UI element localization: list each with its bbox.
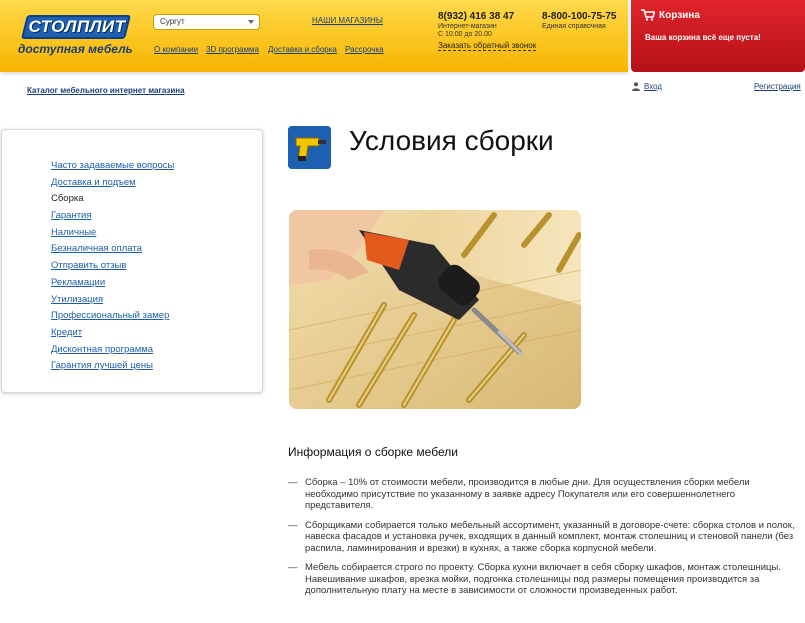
sidebar-item-label[interactable]: Доставка и подъем xyxy=(51,176,136,188)
assembly-photo xyxy=(289,210,581,409)
shop-phone-hours: С 10.00 до 20.00 xyxy=(438,31,492,38)
cart-title: Корзина xyxy=(659,10,700,21)
logo-subtitle: доступная мебель xyxy=(18,42,133,56)
sidebar-item-cashless[interactable] xyxy=(51,241,174,258)
sidebar-item-faq[interactable] xyxy=(51,158,174,175)
sidebar-item-label[interactable]: Гарантия xyxy=(51,210,92,222)
sidebar-item-delivery[interactable] xyxy=(51,175,174,192)
shop-phone: 8(932) 416 38 47 xyxy=(438,11,515,22)
chevron-down-icon xyxy=(248,20,254,24)
city-select[interactable] xyxy=(153,14,260,30)
sidebar-item-best-price[interactable] xyxy=(51,358,174,375)
shop-phone-label: Интернет-магазин xyxy=(438,23,497,30)
sidebar-item-label[interactable]: Отправить отзыв xyxy=(51,260,127,272)
nav-delivery-assembly-link[interactable]: Доставка и сборка xyxy=(268,45,337,54)
city-select-value: Сургут xyxy=(160,17,185,26)
nav-about-link[interactable]: О компании xyxy=(154,45,199,54)
site-header xyxy=(0,0,628,72)
sidebar-item-label[interactable]: Безналичная оплата xyxy=(51,243,142,255)
sidebar-menu xyxy=(1,129,263,393)
sidebar-item-label[interactable]: Профессиональный замер xyxy=(51,310,170,322)
helpline-phone: 8-800-100-75-75 xyxy=(542,11,617,22)
sidebar-item-feedback[interactable] xyxy=(51,258,174,275)
our-shops-link[interactable]: НАШИ МАГАЗИНЫ xyxy=(312,16,383,25)
info-paragraph: — Мебель собирается строго по проекту. Сборка кухни включает в себя сборку шкафов, монтаж столешницы. Навешивание шкафов, врезка мойки, подгонка столешницы под размеры помещения производится за дополнительную плату на месте в зависимости от сложности произведенных работ. xyxy=(288,562,798,597)
sidebar-item-label[interactable]: Часто задаваемые вопросы xyxy=(51,160,175,171)
info-heading: Информация о сборке мебели xyxy=(288,445,458,459)
login-link[interactable]: Вход xyxy=(644,82,663,91)
login-area xyxy=(632,82,662,91)
nav-installment-link[interactable]: Рассрочка xyxy=(345,45,384,54)
sidebar-list xyxy=(51,158,174,375)
sidebar-item-label[interactable]: Утилизация xyxy=(51,293,104,305)
info-paragraph: — Сборка – 10% от стоимости мебели, производится в любые дни. Для осуществления сборки мебели необходимо присутствие по указанному в заявке адресу Покупателя или его совершеннолетнего представителя. xyxy=(288,477,798,512)
sidebar-item-measurement[interactable] xyxy=(51,308,174,325)
sidebar-item-warranty[interactable] xyxy=(51,208,174,225)
sidebar-item-label[interactable]: Гарантия лучшей цены xyxy=(51,360,153,372)
sidebar-item-label[interactable]: Дисконтная программа xyxy=(51,343,154,355)
info-list xyxy=(288,477,798,605)
sidebar-item-label[interactable]: Рекламации xyxy=(51,276,106,288)
cart-panel[interactable] xyxy=(631,0,805,72)
sidebar-item-label: Сборка xyxy=(51,193,84,205)
sidebar-item-credit[interactable] xyxy=(51,325,174,342)
person-icon xyxy=(632,82,640,91)
site-logo[interactable] xyxy=(18,15,133,59)
cart-empty-message: Ваша корзина всё еще пуста! xyxy=(645,33,761,42)
nav-3d-program-link[interactable]: 3D программа xyxy=(206,45,259,54)
sidebar-item-cash[interactable] xyxy=(51,225,174,242)
info-paragraph: — Сборщиками собирается только мебельный ассортимент, указанный в договоре-счете: сборка столов и полок, навеска фасадов и установка ручек, входящих в данный комплект, монтаж столешниц и стеновой панели (без распила, ламинирования и врезки) в кухнях, а также сборка корпусной мебели. xyxy=(288,520,798,555)
callback-link[interactable]: Заказать обратный звонок xyxy=(438,41,537,50)
sidebar-item-disposal[interactable] xyxy=(51,292,174,309)
sidebar-item-complaints[interactable] xyxy=(51,275,174,292)
sidebar-item-discount[interactable] xyxy=(51,342,174,359)
logo-main-text: СТОЛПЛИТ xyxy=(28,17,126,36)
cart-icon xyxy=(641,9,655,21)
page-title: Условия сборки xyxy=(349,125,554,156)
sidebar-item-label[interactable]: Кредит xyxy=(51,326,83,338)
sidebar-item-label[interactable]: Наличные xyxy=(51,226,97,238)
sidebar-item-assembly xyxy=(51,191,174,208)
catalog-link[interactable]: Каталог мебельного интернет магазина xyxy=(27,86,185,95)
drill-icon xyxy=(288,126,331,169)
register-link[interactable]: Регистрация xyxy=(754,82,801,91)
helpline-phone-label: Единая справочная xyxy=(542,23,606,30)
